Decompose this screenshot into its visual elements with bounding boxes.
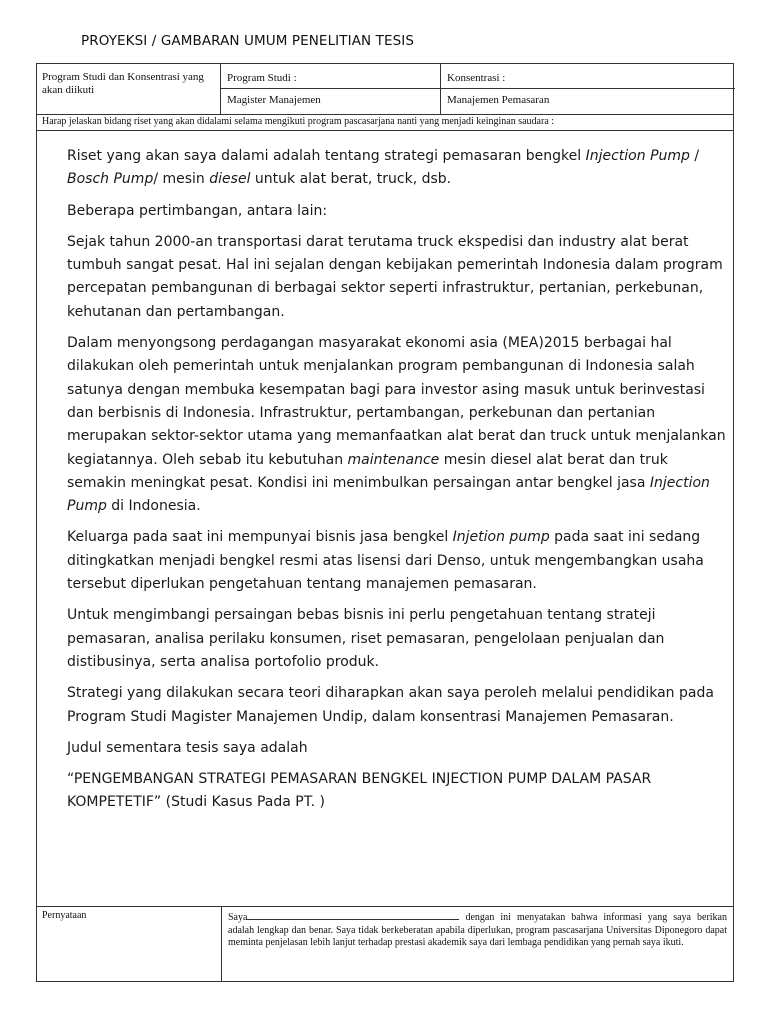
- research-description: [67, 145, 727, 823]
- text-italic: maintenance: [347, 451, 440, 468]
- name-blank-field[interactable]: [247, 910, 459, 920]
- paragraph-7: Strategi yang dilakukan secara teori diharapkan akan saya peroleh melalui pendidikan pada Program Studi Magister Manajemen Undip, dalam konsentrasi Manajemen Pemasaran.: [67, 685, 714, 725]
- paragraph-2: Beberapa pertimbangan, antara lain:: [67, 202, 328, 219]
- text: Keluarga pada saat ini mempunyai bisnis jasa bengkel: [67, 529, 453, 546]
- paragraph-5: [67, 526, 727, 596]
- form-table: [36, 63, 734, 982]
- text: untuk alat berat, truck, dsb.: [250, 171, 452, 188]
- text-italic: Bosch Pump: [67, 171, 154, 188]
- text: pada saat ini sedang ditingkatkan menjadi bengkel resmi atas lisensi dari Denso, untuk mengembangkan usaha tersebut diperlukan pengetahuan tentang manajemen pemasaran.: [67, 529, 704, 593]
- cell-divider: [221, 88, 440, 89]
- program-study-label: Program Studi :: [227, 72, 297, 84]
- paragraph-6: Untuk mengimbangi persaingan bebas bisnis ini perlu pengetahuan tentang strateji pemasaran, analisa perilaku konsumen, riset pemasaran, pengelolaan penjualan dan distibusinya, serta analisa portofolio produk.: [67, 607, 665, 670]
- text: / mesin: [153, 171, 210, 188]
- program-study-cell: [221, 64, 441, 114]
- text: Riset yang akan saya dalami adalah tentang strategi pemasaran bengkel: [67, 148, 586, 164]
- text: di Indonesia.: [106, 498, 201, 515]
- statement-text: [221, 907, 733, 981]
- text-italic: Injection Pump: [585, 148, 690, 164]
- instruction-text: Harap jelaskan bidang riset yang akan didalami selama mengikuti program pascasarjana nanti yang menjadi keinginan saudara :: [37, 115, 733, 131]
- paragraph-3: Sejak tahun 2000-an transportasi darat terutama truck ekspedisi dan industry alat berat tumbuh sangat pesat. Hal ini sejalan dengan kebijakan pemerintah Indonesia dalam program percepatan pembangunan di berbagai sektor seperti infrastruktur, pertanian, perkebunan, kehutanan dan pertambangan.: [67, 233, 723, 320]
- concentration-label: Konsentrasi :: [447, 72, 506, 84]
- text: Saya: [228, 912, 248, 923]
- concentration-value: Manajemen Pemasaran: [447, 94, 550, 106]
- text-italic: Injection Pump: [67, 474, 710, 515]
- text-italic: diesel: [209, 171, 251, 188]
- thesis-title: “PENGEMBANGAN STRATEGI PEMASARAN BENGKEL INJECTION PUMP DALAM PASAR KOMPETETIF” (Studi Kasus Pada PT. ): [67, 771, 652, 811]
- paragraph-4: [67, 332, 727, 518]
- document-title: PROYEKSI / GAMBARAN UMUM PENELITIAN TESIS: [81, 33, 415, 49]
- text: /: [689, 148, 700, 164]
- program-study-value: Magister Manajemen: [227, 94, 321, 106]
- text: dengan ini menyatakan bahwa informasi yang saya berikan adalah lengkap dan benar. Saya tidak berkeberatan apabila diperlukan, program pascasarjana Universitas Diponegoro dapat meminta penjelasan lebih lanjut terhadap prestasi akademik saya dari lembaga pendidikan yang pernah saya ikuti.: [228, 912, 727, 948]
- text-italic: Injetion pump: [452, 529, 550, 546]
- paragraph-1: [67, 145, 727, 192]
- program-concentration-label: Program Studi dan Konsentrasi yang akan diikuti: [37, 64, 221, 114]
- statement-label: Pernyataan: [42, 910, 87, 921]
- paragraph-8: Judul sementara tesis saya adalah: [67, 739, 308, 756]
- text: Dalam menyongsong perdagangan masyarakat ekonomi asia (MEA)2015 berbagai hal dilakukan oleh pemerintah untuk menjalankan program pembangunan di Indonesia salah satunya dengan membuka kesempatan bagi para investor asing masuk untuk berinvestasi dan berbisnis di Indonesia. Infrastruktur, pertambangan, perkebunan dan pertanian merupakan sektor-sektor utama yang memanfaatkan alat berat dan truck untuk menjalankan kegiatannya. Oleh sebab itu kebutuhan: [67, 335, 726, 468]
- cell-divider: [441, 88, 735, 89]
- program-header-row: [37, 64, 733, 115]
- text: mesin diesel alat berat dan truk semakin meningkat pesat. Kondisi ini menimbulkan persaingan antar bengkel jasa: [67, 451, 668, 491]
- statement-row: [37, 906, 733, 981]
- concentration-cell: [441, 64, 735, 114]
